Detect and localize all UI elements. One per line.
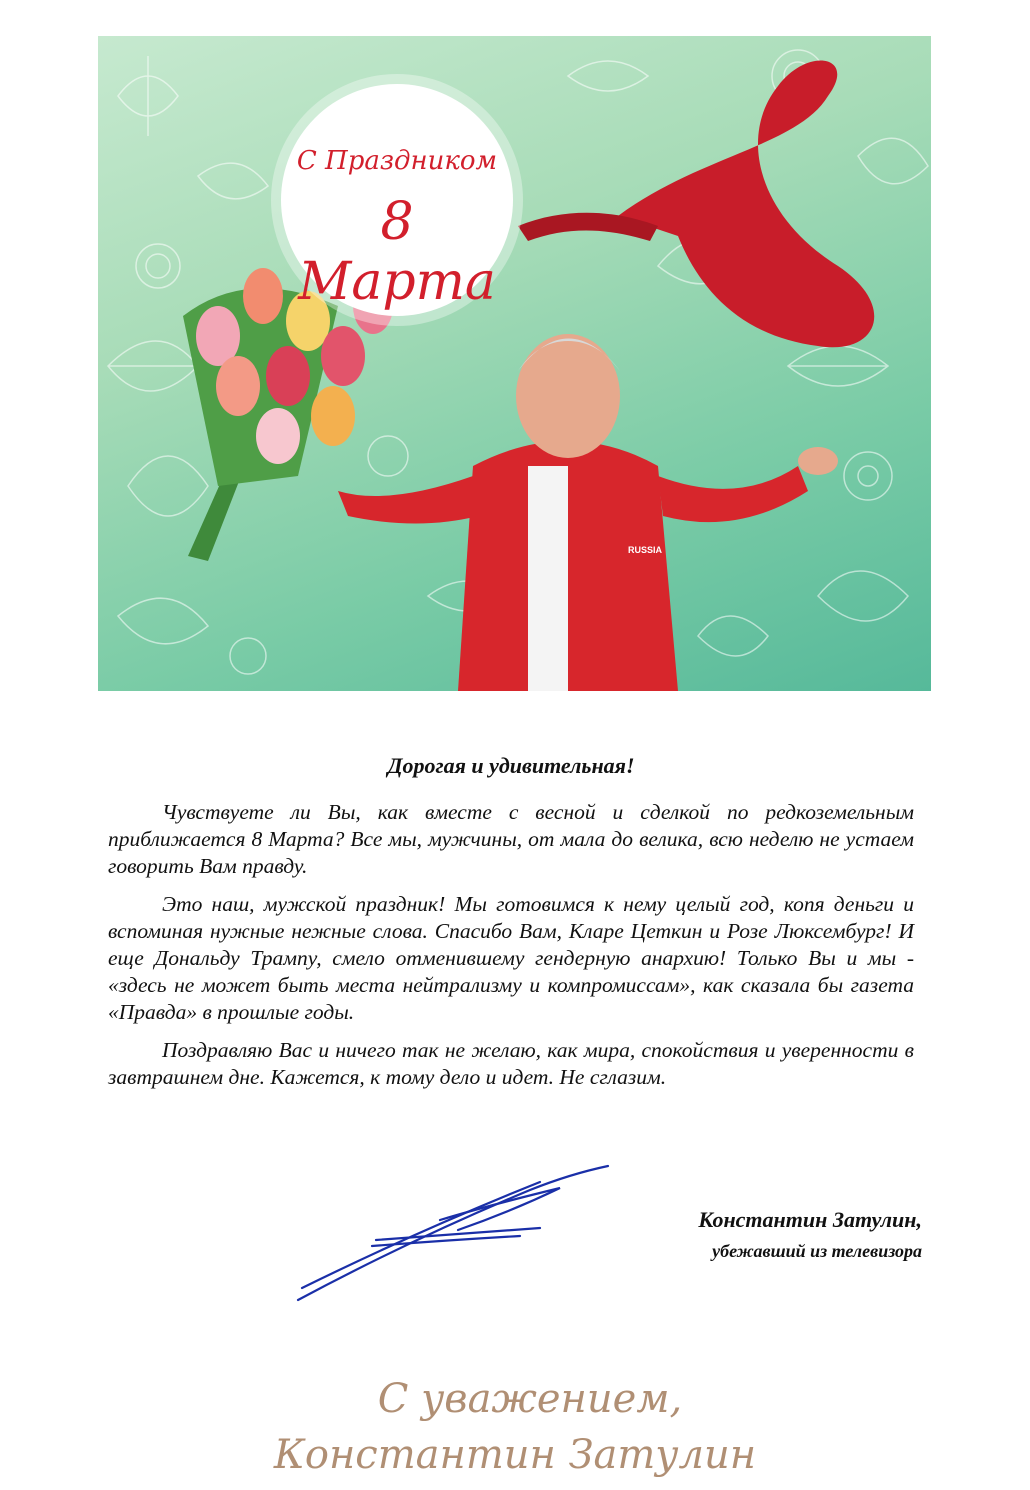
greeting-heading: Дорогая и удивительная! (387, 753, 635, 778)
closing-line2: Константин Затулин (273, 1432, 757, 1478)
signer-name: Константин Затулин, (698, 1207, 922, 1232)
badge-line2: 8 Марта (298, 192, 496, 312)
badge-line1: С Праздником (296, 146, 498, 176)
closing-line1: С уважением, (377, 1376, 683, 1422)
jacket-text: RUSSIA (628, 545, 663, 555)
man-figure (338, 334, 838, 691)
signer-role: убежавший из телевизора (712, 1241, 922, 1261)
paragraph-1: Чувствуете ли Вы, как вместе с весной и сделкой по редкоземельным приближается 8 Марта? Все мы, мужчины, от мала до велика, всю неделю не устаем говорить Вам правду. (108, 800, 914, 878)
paragraph-2: Это наш, мужской праздник! Мы готовимся к нему целый год, копя деньги и вспоминая нужные нежные слова. Спасибо Вам, Кларе Цеткин и Розе Люксембург! И еще Дональду Трампу, смело отменившему гендерную анархию! Только Вы и мы - «здесь не может быть места нейтрализму и компромиссам», как сказала бы газета «Правда» в прошлые годы. (108, 892, 914, 1024)
ribbon-eight (518, 61, 874, 348)
greeting-card-image (98, 36, 931, 691)
floral-pattern (98, 36, 931, 691)
letter-body (108, 752, 914, 1102)
holiday-badge (281, 84, 513, 316)
handwritten-signature (290, 1160, 620, 1310)
paragraph-3: Поздравляю Вас и ничего так не желаю, как мира, спокойствия и уверенности в завтрашнем дне. Кажется, к тому дело и идет. Не сглазим. (108, 1038, 914, 1089)
